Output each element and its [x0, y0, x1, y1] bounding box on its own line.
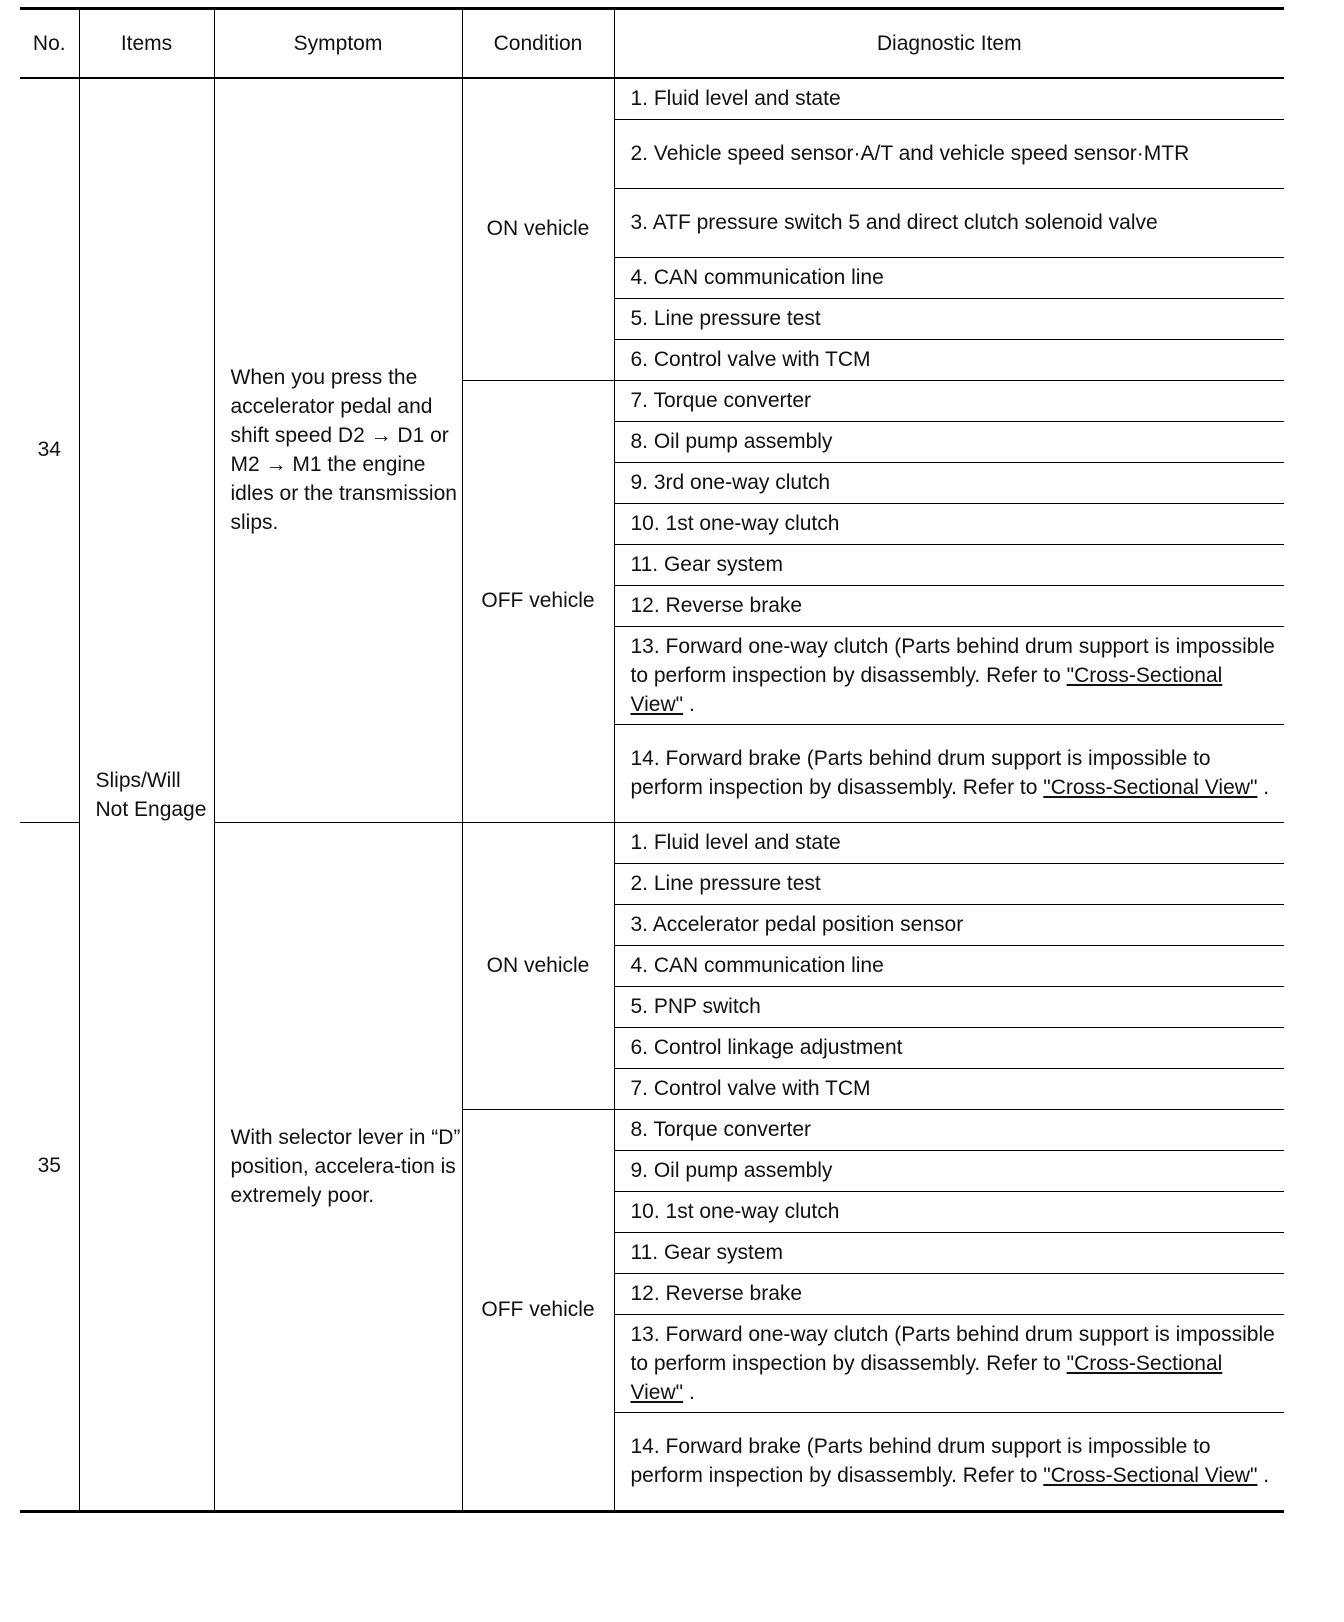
diagnostic-text: 13. Forward one-way clutch (Parts behind drum support is impossible to perform inspection by disassembly. Refer to [630, 1322, 1275, 1375]
diagnostic-item: 5. Line pressure test [614, 298, 1284, 339]
reference-tail: . [1263, 776, 1270, 799]
cross-sectional-view-link[interactable]: "Cross-Sectional View" [1043, 1464, 1258, 1488]
diagnostic-item-with-reference [614, 626, 1284, 724]
diagnostic-item: 8. Oil pump assembly [614, 421, 1284, 462]
diagnostic-item: 3. Accelerator pedal position sensor [614, 904, 1284, 945]
reference-tail: . [688, 692, 695, 716]
condition-off-vehicle-35: OFF vehicle [462, 1109, 614, 1512]
diagnostic-item: 10. 1st one-way clutch [614, 1191, 1284, 1232]
diagnostic-item: 1. Fluid level and state [614, 78, 1284, 119]
cross-sectional-view-link[interactable]: "Cross-Sectional View" [630, 663, 1223, 716]
diagnostic-item-with-reference [614, 1314, 1284, 1412]
diagnostic-item: 6. Control linkage adjustment [614, 1027, 1284, 1068]
diagnostic-item: 6. Control valve with TCM [614, 339, 1284, 380]
diagnostic-item: 9. 3rd one-way clutch [614, 462, 1284, 503]
diagnostic-item: 11. Gear system [614, 1232, 1284, 1273]
diagnostic-item: 7. Torque converter [614, 380, 1284, 421]
diagnostic-item: 4. CAN communication line [614, 945, 1284, 986]
symptom-34: When you press the accelerator pedal and shift speed D2 → D1 or M2 → M1 the engine idles or the transmission slips. [214, 78, 462, 822]
diagnostic-item: 9. Oil pump assembly [614, 1150, 1284, 1191]
diagnostic-item: 3. ATF pressure switch 5 and direct clutch solenoid valve [614, 188, 1284, 257]
diagnostic-item: 12. Reverse brake [614, 585, 1284, 626]
diagnostic-item: 12. Reverse brake [614, 1273, 1284, 1314]
header-condition: Condition [462, 9, 614, 79]
header-diagnostic-item: Diagnostic Item [614, 9, 1284, 79]
items-cell: Slips/Will Not Engage [79, 78, 214, 1512]
condition-off-vehicle-34: OFF vehicle [462, 380, 614, 822]
cross-sectional-view-link[interactable]: "Cross-Sectional View" [630, 1351, 1223, 1404]
header-row [20, 9, 1284, 79]
diagnostic-text: 13. Forward one-way clutch (Parts behind drum support is impossible to perform inspection by disassembly. Refer to [630, 634, 1275, 687]
condition-on-vehicle-35: ON vehicle [462, 822, 614, 1109]
row-number-35: 35 [20, 822, 79, 1512]
reference-tail: . [688, 1380, 695, 1404]
diagnostic-item: 2. Line pressure test [614, 863, 1284, 904]
header-symptom: Symptom [214, 9, 462, 79]
symptom-35: With selector lever in “D” position, accelera-tion is extremely poor. [214, 822, 462, 1512]
diagnostic-item: 10. 1st one-way clutch [614, 503, 1284, 544]
row-number-34: 34 [37, 438, 61, 462]
reference-tail: . [1263, 1464, 1270, 1488]
diagnostic-item: 4. CAN communication line [614, 257, 1284, 298]
diagnostic-item: 1. Fluid level and state [614, 822, 1284, 863]
diagnostic-table [20, 7, 1284, 1513]
diagnostic-item-with-reference [614, 1412, 1284, 1510]
diagnostic-item: 2. Vehicle speed sensor·A/T and vehicle speed sensor·MTR [614, 119, 1284, 188]
table-row [20, 78, 1284, 119]
diagnostic-item: 8. Torque converter [614, 1109, 1284, 1150]
header-no: No. [20, 9, 79, 79]
diagnostic-item-with-reference [614, 724, 1284, 822]
spacer-cell [614, 1510, 1284, 1512]
condition-on-vehicle-34: ON vehicle [462, 78, 614, 380]
cross-sectional-view-link[interactable]: "Cross-Sectional View" [1043, 776, 1258, 799]
diagnostic-text: 14. Forward brake (Parts behind drum support is impossible to perform inspection by disassembly. Refer to [630, 1435, 1211, 1488]
diagnostic-item: 7. Control valve with TCM [614, 1068, 1284, 1109]
diagnostic-item: 5. PNP switch [614, 986, 1284, 1027]
diagnostic-text: 14. Forward brake (Parts behind drum support is impossible to perform inspection by disassembly. Refer to [630, 747, 1211, 799]
diagnostic-item: 11. Gear system [614, 544, 1284, 585]
header-items: Items [79, 9, 214, 79]
